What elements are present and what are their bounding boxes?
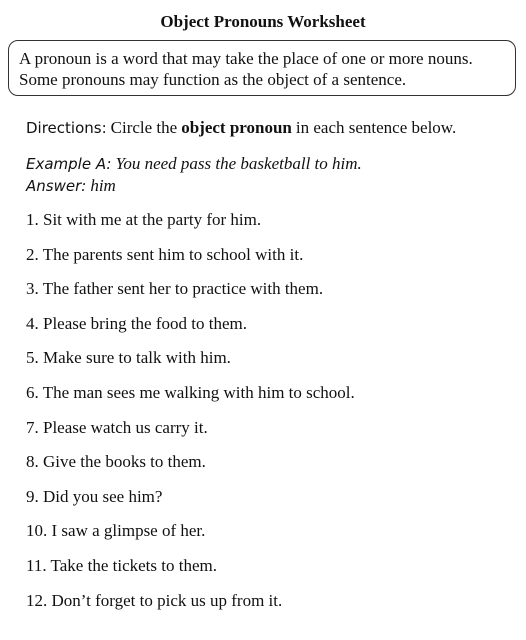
list-item: 2. The parents sent him to school with it. [26, 244, 304, 264]
list-item: 12. Don’t forget to pick us up from it. [26, 590, 283, 610]
list-item: 11. Take the tickets to them. [26, 555, 217, 575]
sentence-list [26, 208, 355, 623]
directions-text-before: Circle the [110, 118, 178, 137]
page-title: Object Pronouns Worksheet [160, 12, 366, 31]
list-item: 6. The man sees me walking with him to school. [26, 382, 355, 402]
example [26, 154, 362, 174]
list-item: 3. The father sent her to practice with them. [26, 279, 324, 299]
directions-emphasis: object pronoun [181, 118, 292, 137]
example-label: Example A: [26, 155, 112, 173]
definition-line-2: Some pronouns may function as the object of a sentence. [19, 70, 407, 89]
list-item: 7. Please watch us carry it. [26, 417, 208, 437]
definition-line-1: A pronoun is a word that may take the place of one or more nouns. [19, 49, 473, 68]
directions-label: Directions: [26, 119, 107, 137]
example-sentence: You need pass the basketball to him. [115, 154, 362, 173]
list-item: 5. Make sure to talk with him. [26, 348, 231, 368]
list-item: 8. Give the books to them. [26, 452, 206, 472]
answer [26, 176, 116, 196]
answer-label: Answer: [26, 177, 87, 195]
list-item: 4. Please bring the food to them. [26, 313, 247, 333]
list-item: 1. Sit with me at the party for him. [26, 210, 262, 229]
list-item: 10. I saw a glimpse of her. [26, 521, 206, 541]
directions-text-after: in each sentence below. [295, 118, 457, 137]
answer-value: him [90, 176, 116, 195]
directions [26, 118, 456, 138]
list-item: 9. Did you see him? [26, 486, 163, 506]
definition-box [8, 40, 516, 96]
